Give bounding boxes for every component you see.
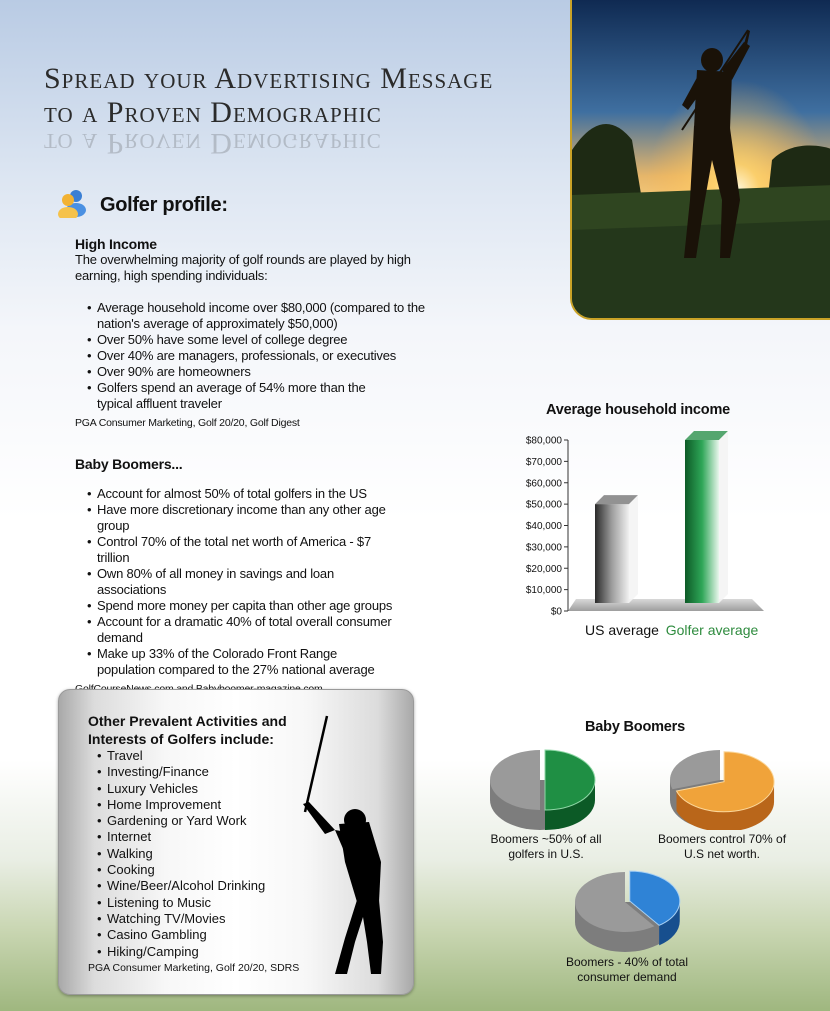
activities-list — [85, 748, 265, 960]
list-item: • Over 90% are homeowners — [75, 364, 435, 380]
baby-boomers-list — [75, 486, 393, 678]
y-tick-label: $20,000 — [525, 563, 562, 575]
high-income-source: PGA Consumer Marketing, Golf 20/20, Golf Digest — [75, 417, 300, 429]
list-item: • Have more discretionary income than any other age group — [75, 502, 393, 534]
headline-reflection: to a Proven Demographic — [44, 127, 382, 160]
y-tick-label: $50,000 — [525, 499, 562, 511]
y-tick-label: $0 — [550, 606, 562, 618]
income-bar-chart — [500, 425, 770, 645]
list-item: • Home Improvement — [85, 797, 265, 813]
high-income-section — [75, 236, 445, 431]
y-tick-label: $30,000 — [525, 542, 562, 554]
list-item: • Investing/Finance — [85, 764, 265, 780]
list-item: • Luxury Vehicles — [85, 781, 265, 797]
list-item: • Spend more money per capita than other age groups — [75, 598, 393, 614]
bar — [595, 504, 629, 603]
golfer-silhouette — [295, 712, 385, 976]
list-item: • Average household income over $80,000 (compared to the nation's average of approximately $50,000) — [75, 300, 435, 332]
y-tick-label: $70,000 — [525, 456, 562, 468]
activities-panel — [58, 689, 414, 995]
pie-networth-caption: Boomers control 70% of U.S net worth. — [657, 832, 787, 861]
income-chart-title: Average household income — [545, 402, 730, 418]
list-item: • Wine/Beer/Alcohol Drinking — [85, 878, 265, 894]
high-income-intro: The overwhelming majority of golf rounds are played by high earning, high spending individuals: — [75, 252, 411, 283]
golfer-sunset-photo — [570, 0, 830, 320]
golfer-profile-title: Golfer profile: — [100, 194, 228, 216]
y-tick-label: $40,000 — [525, 521, 562, 532]
pie-highlight-slice — [545, 750, 595, 830]
activities-heading: Other Prevalent Activities and Interests of Golfers include: — [88, 713, 287, 747]
list-item: • Own 80% of all money in savings and loan associations — [75, 566, 393, 598]
x-tick-label: US average — [585, 622, 659, 638]
page-headline — [44, 62, 493, 130]
list-item: • Watching TV/Movies — [85, 911, 265, 927]
pie-demand-caption: Boomers - 40% of total consumer demand — [565, 955, 689, 984]
pie-demand — [567, 864, 689, 957]
list-item: • Cooking — [85, 862, 265, 878]
pie-golfers — [482, 742, 604, 835]
baby-boomers-section — [75, 456, 445, 697]
list-item: • Over 40% are managers, professionals, or executives — [75, 348, 435, 364]
people-icon — [58, 188, 88, 223]
list-item: • Travel — [85, 748, 265, 764]
activities-source: PGA Consumer Marketing, Golf 20/20, SDRS — [88, 962, 300, 974]
list-item: • Casino Gambling — [85, 927, 265, 943]
bar-side — [719, 431, 728, 603]
list-item: • Account for a dramatic 40% of total overall consumer demand — [75, 614, 393, 646]
list-item: • Make up 33% of the Colorado Front Range population compared to the 27% national average — [75, 646, 393, 678]
bar — [685, 440, 719, 603]
pie-golfers-caption: Boomers ~50% of all golfers in U.S. — [490, 832, 602, 861]
headline-line-1: Spread your Advertising Message — [44, 62, 494, 95]
list-item: • Golfers spend an average of 54% more than the typical affluent traveler — [75, 380, 397, 412]
x-tick-label: Golfer average — [665, 622, 759, 638]
list-item: • Account for almost 50% of total golfers in the US — [75, 486, 393, 502]
baby-boomers-heading: Baby Boomers... — [75, 456, 183, 472]
list-item: • Listening to Music — [85, 895, 265, 911]
y-tick-label: $60,000 — [525, 478, 562, 490]
list-item: • Internet — [85, 829, 265, 845]
headline-line-2: to a Proven Demographic — [44, 96, 382, 129]
list-item: • Control 70% of the total net worth of America - $7 trillion — [75, 534, 393, 566]
pie-networth — [662, 742, 784, 835]
list-item: • Over 50% have some level of college degree — [75, 332, 435, 348]
y-tick-label: $10,000 — [525, 585, 562, 597]
bar-side — [629, 495, 638, 603]
boomers-chart-title: Baby Boomers — [585, 719, 685, 735]
golfer-profile-heading — [58, 188, 228, 223]
high-income-heading: High Income — [75, 236, 157, 252]
y-tick-label: $80,000 — [525, 435, 562, 447]
high-income-list — [75, 300, 435, 412]
list-item: • Walking — [85, 846, 265, 862]
list-item: • Hiking/Camping — [85, 944, 265, 960]
list-item: • Gardening or Yard Work — [85, 813, 265, 829]
